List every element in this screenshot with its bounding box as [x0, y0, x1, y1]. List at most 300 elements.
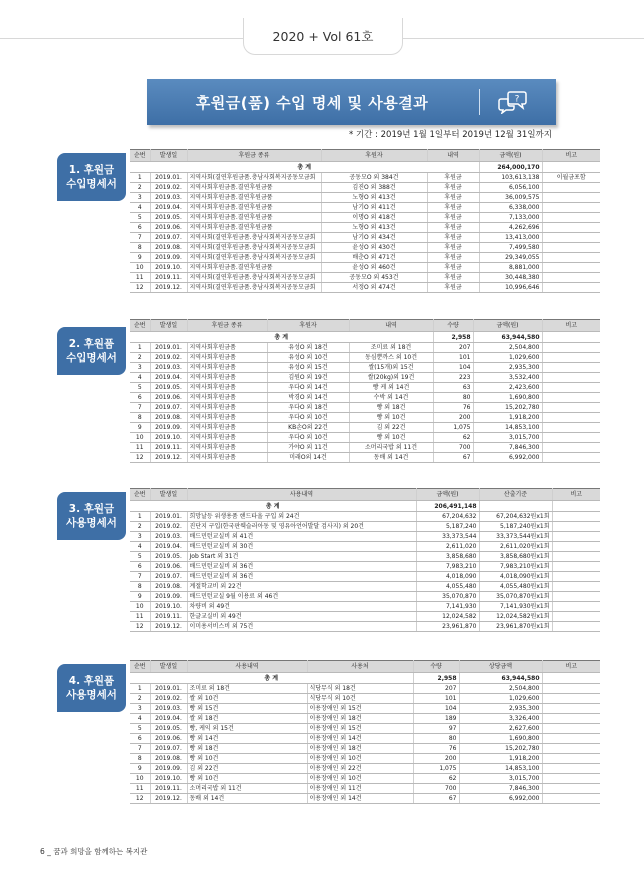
table-cell: 2: [130, 522, 150, 532]
table-row: [130, 423, 600, 433]
table-cell: 10: [130, 263, 150, 273]
table-cell: 2019.09.: [150, 592, 187, 602]
table-row: [130, 403, 600, 413]
table-cell: 조미료 외 18건: [187, 684, 307, 694]
table-cell: 공동모O 외 453건: [321, 273, 427, 283]
table-cell: 5: [130, 724, 150, 734]
table-cell: 62: [413, 774, 459, 784]
table-cell: [542, 393, 600, 403]
col-header: 비고: [552, 489, 600, 501]
table-cell: 이용장애인 외 10건: [307, 754, 413, 764]
table-income-goods: [130, 319, 600, 463]
table-cell: 후원금: [427, 253, 479, 263]
total-label: 총 계: [130, 673, 413, 684]
table-cell: 유성O 외 18건: [267, 343, 349, 353]
table-cell: 12: [130, 622, 150, 632]
table-cell: [542, 453, 600, 463]
table-cell: 12: [130, 794, 150, 804]
col-header: 수량: [433, 320, 473, 332]
table-header-row: [130, 489, 600, 501]
table-cell: 6,992,000: [473, 453, 542, 463]
table-cell: 2019.03.: [150, 193, 187, 203]
table-cell: 4,262,696: [479, 223, 542, 233]
table-cell: 29,349,055: [479, 253, 542, 263]
table-row: [130, 704, 600, 714]
table-cell: 4: [130, 203, 150, 213]
table-cell: [552, 542, 600, 552]
table-row: [130, 684, 600, 694]
table-cell: 지역사회(결연후원금품.충남사회복지공동모금회: [187, 173, 321, 183]
table-cell: [552, 602, 600, 612]
table-cell: 104: [413, 704, 459, 714]
table-cell: 1,075: [433, 423, 473, 433]
table-cell: 2: [130, 183, 150, 193]
table-cell: 11: [130, 443, 150, 453]
period-note: * 기간 : 2019년 1월 1일부터 2019년 12월 31일까지: [349, 130, 552, 140]
table-cell: 지역사회후원금품: [187, 453, 267, 463]
table-cell: 후원금: [427, 213, 479, 223]
table-cell: [542, 213, 600, 223]
table-cell: 후원금: [427, 243, 479, 253]
table-cell: 진단지 구입(한국판웩슬러아동 및 영유아언어발달 검사지) 외 20건: [187, 522, 416, 532]
table-cell: 2019.12.: [150, 622, 187, 632]
table-cell: 2019.08.: [150, 243, 187, 253]
table-cell: 3: [130, 532, 150, 542]
table-cell: [542, 353, 600, 363]
table-cell: 빵, 케익 외 15건: [187, 724, 307, 734]
table-row: [130, 774, 600, 784]
table-cell: 지역사회(결연후원금품.충남사회복지공동모금회: [187, 253, 321, 263]
table-cell: 1,029,600: [459, 694, 542, 704]
table-cell: 2,935,300: [473, 363, 542, 373]
table-row: [130, 582, 600, 592]
table-cell: 2019.06.: [150, 393, 187, 403]
table-usage-goods: [130, 660, 600, 804]
table-cell: 2019.11.: [150, 612, 187, 622]
table-cell: 1,918,200: [473, 413, 542, 423]
table-cell: [542, 383, 600, 393]
table-cell: 박경O 외 14건: [267, 393, 349, 403]
table-cell: 2019.01.: [150, 343, 187, 353]
title-banner: [147, 79, 556, 125]
table-cell: 2019.12.: [150, 453, 187, 463]
table-row: [130, 572, 600, 582]
table-cell: 우다O 외 10건: [267, 413, 349, 423]
table-cell: 2019.05.: [150, 552, 187, 562]
table-cell: 계절학교비 외 22건: [187, 582, 416, 592]
col-header: 사용내역: [187, 661, 307, 673]
table-cell: 103,613,138: [479, 173, 542, 183]
table-cell: 배춘O 외 471건: [321, 253, 427, 263]
table-cell: 배드민턴교실비 외 36건: [187, 562, 416, 572]
total-label: 총 계: [130, 332, 433, 343]
table-cell: 이용장애인 외 22건: [307, 764, 413, 774]
table-cell: 후원금: [427, 273, 479, 283]
table-row: [130, 383, 600, 393]
table-cell: 김 외 22건: [349, 423, 433, 433]
table-row: [130, 363, 600, 373]
table-cell: 김진O 외 388건: [321, 183, 427, 193]
table-row: [130, 353, 600, 363]
table-cell: 6,992,000: [459, 794, 542, 804]
table-cell: 101: [433, 353, 473, 363]
table-cell: 빵 외 18건: [187, 744, 307, 754]
table-cell: [552, 572, 600, 582]
table-row: [130, 443, 600, 453]
table-cell: [552, 562, 600, 572]
table-cell: 7,983,210: [416, 562, 479, 572]
table-cell: [542, 764, 600, 774]
table-cell: 4,055,480: [416, 582, 479, 592]
table-cell: 2019.11.: [150, 273, 187, 283]
section-label-usage-goods: 4. 후원품 사용명세서: [57, 664, 126, 712]
table-cell: 33,373,544: [416, 532, 479, 542]
table-cell: 189: [413, 714, 459, 724]
table-cell: 지역사회후원금품.결연후원금품: [187, 203, 321, 213]
table-cell: 지역사회후원금품: [187, 403, 267, 413]
table-cell: 김 외 22건: [187, 764, 307, 774]
table-row: [130, 714, 600, 724]
table-cell: 7,141,930: [416, 602, 479, 612]
svg-text:?: ?: [514, 94, 520, 105]
table-cell: 3,326,400: [459, 714, 542, 724]
table-cell: 우다O 외 10건: [267, 433, 349, 443]
table-cell: [552, 582, 600, 592]
table-cell: 지역사회후원금품: [187, 363, 267, 373]
table-row: [130, 173, 600, 183]
table-cell: [542, 263, 600, 273]
table-cell: 3,015,700: [459, 774, 542, 784]
table-row: [130, 764, 600, 774]
col-header: 후원자: [321, 150, 427, 162]
col-header: 내역: [349, 320, 433, 332]
col-header: 발생일: [150, 489, 187, 501]
table-cell: 6,338,000: [479, 203, 542, 213]
table-row: [130, 794, 600, 804]
table-cell: 8: [130, 754, 150, 764]
table-cell: [552, 592, 600, 602]
table-cell: 11: [130, 784, 150, 794]
table-cell: [542, 794, 600, 804]
table-cell: 지역사회(결연후원금품.충남사회복지공동모금회: [187, 273, 321, 283]
col-header: 상당금액: [459, 661, 542, 673]
table-cell: 4,018,090: [416, 572, 479, 582]
table-row: [130, 183, 600, 193]
table-row: [130, 253, 600, 263]
col-header: 순번: [130, 489, 150, 501]
total-row: [130, 673, 600, 684]
table-cell: 수박 외 14건: [349, 393, 433, 403]
table-cell: 2019.08.: [150, 754, 187, 764]
table-cell: 지역사회후원금품.결연후원금품: [187, 223, 321, 233]
table-cell: 104: [433, 363, 473, 373]
table-cell: 700: [413, 784, 459, 794]
table-cell: 12: [130, 283, 150, 293]
table-cell: 2019.11.: [150, 784, 187, 794]
table-cell: 2: [130, 353, 150, 363]
table-cell: 2019.12.: [150, 794, 187, 804]
table-cell: [542, 243, 600, 253]
table-cell: 10: [130, 774, 150, 784]
table-cell: 지역사회후원금품: [187, 423, 267, 433]
table-cell: 2019.08.: [150, 413, 187, 423]
table-row: [130, 512, 600, 522]
table-header-row: [130, 661, 600, 673]
table-cell: 67,204,632: [416, 512, 479, 522]
table-cell: [542, 403, 600, 413]
table-cell: 2: [130, 694, 150, 704]
table-cell: 101: [413, 694, 459, 704]
table-cell: 배드민턴교실 9월 이용료 외 46건: [187, 592, 416, 602]
table-cell: 2,504,800: [459, 684, 542, 694]
table-row: [130, 542, 600, 552]
table-cell: [542, 694, 600, 704]
table-cell: 3,858,680: [416, 552, 479, 562]
col-header: 수량: [413, 661, 459, 673]
table-cell: 지역사회(결연후원금품.충남사회복지공동모금회: [187, 283, 321, 293]
table-cell: 2019.07.: [150, 744, 187, 754]
table-cell: 빵 케 외 14건: [349, 383, 433, 393]
table-cell: 지역사회(결연후원금품.충남사회복지공동모금회: [187, 233, 321, 243]
table-cell: 13,413,000: [479, 233, 542, 243]
table-cell: [542, 193, 600, 203]
table-cell: 30,448,380: [479, 273, 542, 283]
table-cell: 7,141,930원x1회: [479, 602, 552, 612]
table-row: [130, 263, 600, 273]
table-cell: 이용장애인 외 15건: [307, 704, 413, 714]
table-cell: 지역사회후원금품: [187, 343, 267, 353]
total-qty: 2,958: [433, 332, 473, 343]
table-cell: 8: [130, 243, 150, 253]
table-row: [130, 223, 600, 233]
table-cell: 이용장애인 외 18건: [307, 714, 413, 724]
table-cell: 2019.05.: [150, 724, 187, 734]
table-cell: [542, 223, 600, 233]
table-cell: 4: [130, 542, 150, 552]
table-row: [130, 193, 600, 203]
table-cell: 지역사회후원금품: [187, 433, 267, 443]
table-cell: 9: [130, 423, 150, 433]
table-cell: 1,690,800: [473, 393, 542, 403]
col-header: 비고: [542, 150, 600, 162]
col-header: 비고: [542, 661, 600, 673]
table-cell: 1: [130, 173, 150, 183]
table-cell: [542, 363, 600, 373]
total-amount: 63,944,580: [459, 673, 542, 684]
table-row: [130, 413, 600, 423]
table-cell: 김원O 외 19건: [267, 373, 349, 383]
table-row: [130, 213, 600, 223]
table-cell: 2019.07.: [150, 403, 187, 413]
page-footer: 6 _ 꿈과 희망을 함께하는 복지관: [40, 847, 148, 856]
table-cell: 2019.07.: [150, 572, 187, 582]
table-cell: 가야O 외 11건: [267, 443, 349, 453]
table-cell: 700: [433, 443, 473, 453]
table-cell: 23,961,870: [416, 622, 479, 632]
table-cell: 11: [130, 273, 150, 283]
total-label: 총 계: [130, 501, 416, 512]
table-row: [130, 562, 600, 572]
table-cell: 7: [130, 403, 150, 413]
table-cell: 2019.05.: [150, 383, 187, 393]
table-header-row: [130, 150, 600, 162]
table-cell: 2019.06.: [150, 562, 187, 572]
total-label: 총 계: [130, 162, 479, 173]
col-header: 순번: [130, 150, 150, 162]
table-cell: [542, 413, 600, 423]
table-cell: 12,024,582: [416, 612, 479, 622]
table-row: [130, 694, 600, 704]
table-row: [130, 283, 600, 293]
table-cell: 1,690,800: [459, 734, 542, 744]
table-cell: [552, 512, 600, 522]
table-cell: 7: [130, 572, 150, 582]
table-cell: 이미용서비스비 외 75건: [187, 622, 416, 632]
table-cell: 2019.06.: [150, 223, 187, 233]
table-cell: 6: [130, 562, 150, 572]
table-cell: KB손O외 22건: [267, 423, 349, 433]
table-row: [130, 243, 600, 253]
table-cell: 이용장애인 외 11건: [307, 784, 413, 794]
table-cell: 9: [130, 764, 150, 774]
table-cell: 223: [433, 373, 473, 383]
table-cell: 2019.06.: [150, 734, 187, 744]
table-row: [130, 592, 600, 602]
table-cell: 배드민턴교실비 외 30건: [187, 542, 416, 552]
table-cell: 76: [413, 744, 459, 754]
page-title: 후원금(품) 수입 명세 및 사용결과: [195, 93, 429, 112]
table-cell: 3: [130, 193, 150, 203]
table-row: [130, 393, 600, 403]
table-cell: [542, 203, 600, 213]
table-cell: [542, 754, 600, 764]
table-cell: 윤성O 외 430건: [321, 243, 427, 253]
table-cell: 지역사회후원금품.결연후원금품: [187, 263, 321, 273]
table-cell: 2019.12.: [150, 283, 187, 293]
table-row: [130, 522, 600, 532]
table-cell: 지역사회후원금품: [187, 413, 267, 423]
total-row: [130, 332, 600, 343]
table-row: [130, 203, 600, 213]
table-cell: 10: [130, 433, 150, 443]
table-cell: 배드민턴교실비 외 41건: [187, 532, 416, 542]
table-row: [130, 724, 600, 734]
table-cell: 3: [130, 363, 150, 373]
table-cell: 35,070,870원x1회: [479, 592, 552, 602]
table-cell: 유성O 외 15건: [267, 363, 349, 373]
total-amount: 63,944,580: [473, 332, 542, 343]
table-cell: 4,055,480원x1회: [479, 582, 552, 592]
col-header: 후원자: [267, 320, 349, 332]
table-cell: 8,881,000: [479, 263, 542, 273]
table-cell: [542, 784, 600, 794]
table-cell: 7: [130, 233, 150, 243]
table-cell: 후원금: [427, 283, 479, 293]
table-cell: 유성O 외 10건: [267, 353, 349, 363]
table-cell: 2019.03.: [150, 704, 187, 714]
table-cell: 97: [413, 724, 459, 734]
table-cell: 6: [130, 223, 150, 233]
title-divider: [479, 89, 480, 115]
table-cell: 1: [130, 343, 150, 353]
table-cell: 2019.01.: [150, 684, 187, 694]
table-cell: 이용장애인 외 14건: [307, 734, 413, 744]
col-header: 발생일: [150, 320, 187, 332]
table-cell: 2019.02.: [150, 522, 187, 532]
table-row: [130, 373, 600, 383]
table-cell: 76: [433, 403, 473, 413]
col-header: 후원금 종류: [187, 150, 321, 162]
table-cell: 5,187,240원x1회: [479, 522, 552, 532]
table-cell: 동심뿐까스 외 10건: [349, 353, 433, 363]
table-cell: 80: [413, 734, 459, 744]
table-cell: 2019.01.: [150, 512, 187, 522]
table-cell: 1: [130, 684, 150, 694]
table-cell: 67: [413, 794, 459, 804]
table-cell: 우다O 외 14건: [267, 383, 349, 393]
table-row: [130, 552, 600, 562]
table-cell: 2019.09.: [150, 423, 187, 433]
table-cell: 2019.11.: [150, 443, 187, 453]
table-cell: [542, 283, 600, 293]
table-cell: 이명O 외 418건: [321, 213, 427, 223]
table-cell: 3,858,680원x1회: [479, 552, 552, 562]
table-cell: 후원금: [427, 193, 479, 203]
table-cell: 남기O 외 434건: [321, 233, 427, 243]
table-cell: 쌀 외 18건: [187, 714, 307, 724]
total-row: [130, 162, 600, 173]
table-cell: 지역사회(결연후원금품.충남사회복지공동모금회: [187, 243, 321, 253]
table-cell: 빵 외 10건: [349, 433, 433, 443]
table-cell: 63: [433, 383, 473, 393]
table-cell: [542, 744, 600, 754]
table-cell: 5,187,240: [416, 522, 479, 532]
table-row: [130, 433, 600, 443]
col-header: 사용처: [307, 661, 413, 673]
table-cell: 5: [130, 213, 150, 223]
table-cell: [552, 522, 600, 532]
table-cell: 2019.04.: [150, 203, 187, 213]
col-header: 금액(원): [479, 150, 542, 162]
section-label-usage-money: 3. 후원금 사용명세서: [57, 492, 126, 540]
table-cell: 빵 외 10건: [187, 754, 307, 764]
col-header: 순번: [130, 661, 150, 673]
table-cell: 3,532,400: [473, 373, 542, 383]
table-cell: [552, 552, 600, 562]
table-cell: 2019.10.: [150, 602, 187, 612]
table-cell: 8: [130, 582, 150, 592]
table-cell: 3: [130, 704, 150, 714]
table-cell: 후원금: [427, 173, 479, 183]
table-cell: 7,499,580: [479, 243, 542, 253]
table-cell: 2,504,800: [473, 343, 542, 353]
col-header: 순번: [130, 320, 150, 332]
table-cell: 5: [130, 383, 150, 393]
table-cell: 한글교실비 외 49건: [187, 612, 416, 622]
table-cell: 노형O 외 413건: [321, 223, 427, 233]
table-cell: 2019.08.: [150, 582, 187, 592]
total-amount: 206,491,148: [416, 501, 479, 512]
table-cell: 8: [130, 413, 150, 423]
col-header: 산출기준: [479, 489, 552, 501]
table-cell: 12,024,582원x1회: [479, 612, 552, 622]
table-cell: 후원금: [427, 263, 479, 273]
table-cell: [542, 253, 600, 263]
col-header: 금액(원): [473, 320, 542, 332]
table-cell: 지역사회후원금품.결연후원금품: [187, 213, 321, 223]
table-cell: 윤성O 외 460건: [321, 263, 427, 273]
table-cell: 2,627,600: [459, 724, 542, 734]
